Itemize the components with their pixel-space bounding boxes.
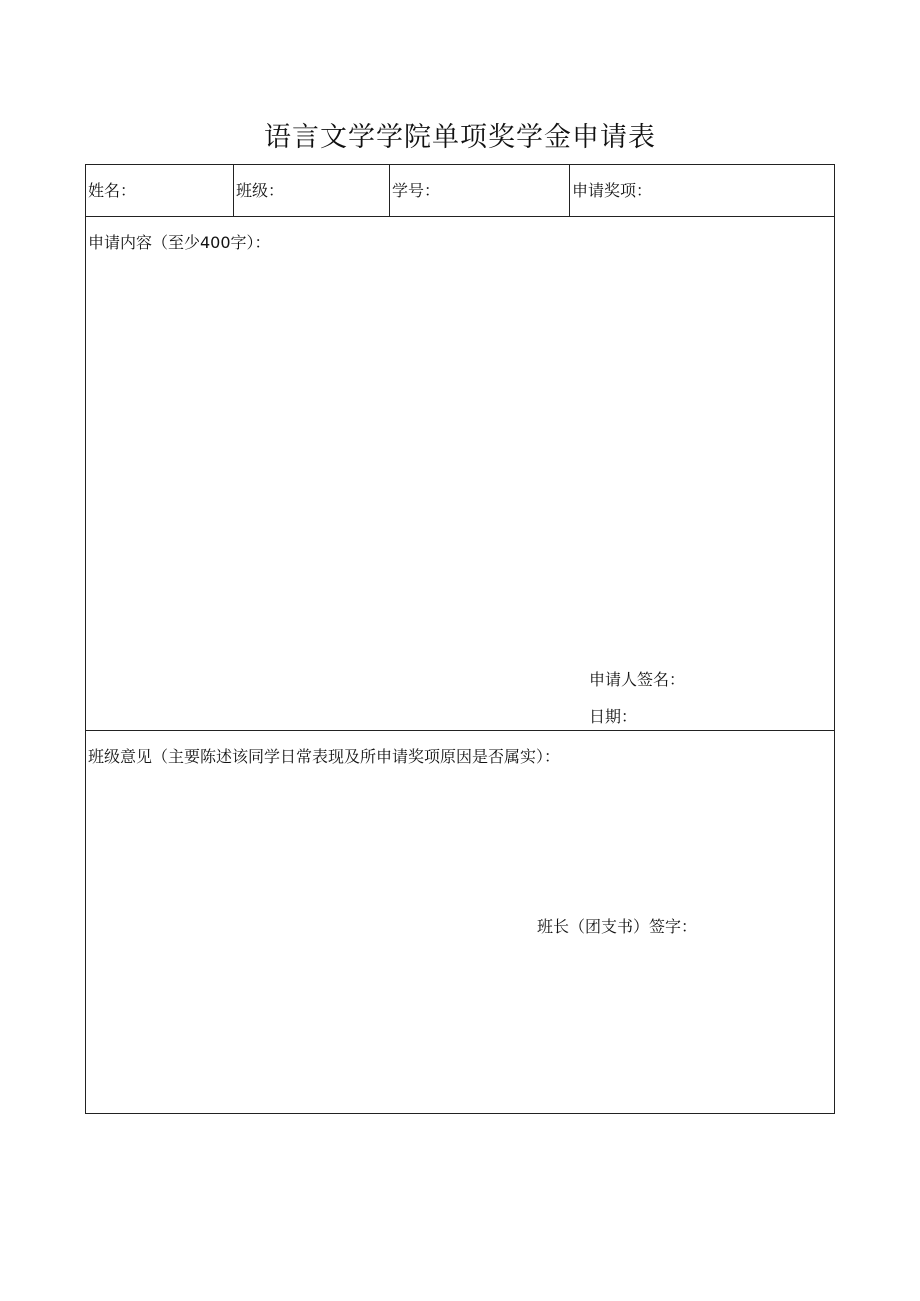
award-field[interactable] <box>570 165 834 216</box>
monitor-signature-label: 班长（团支书）签字： <box>537 917 698 936</box>
applicant-signature-label: 申请人签名： <box>589 670 686 689</box>
class-opinion-label: 班级意见（主要陈述该同学日常表现及所申请奖项原因是否属实）： <box>88 747 561 766</box>
award-label: 申请奖项： <box>572 181 653 200</box>
class-field[interactable] <box>234 165 390 216</box>
application-form-table <box>85 164 835 1114</box>
student-id-field[interactable] <box>390 165 570 216</box>
application-content-section[interactable] <box>86 217 834 731</box>
application-content-label: 申请内容（至少400字）： <box>88 233 271 252</box>
application-date-label: 日期： <box>589 707 638 726</box>
info-row <box>86 165 834 217</box>
class-opinion-section[interactable] <box>86 731 834 1113</box>
name-label: 姓名： <box>88 181 137 200</box>
class-label: 班级： <box>236 181 285 200</box>
student-id-label: 学号： <box>392 181 441 200</box>
name-field[interactable] <box>86 165 234 216</box>
page-title: 语言文学学院单项奖学金申请表 <box>264 122 656 153</box>
